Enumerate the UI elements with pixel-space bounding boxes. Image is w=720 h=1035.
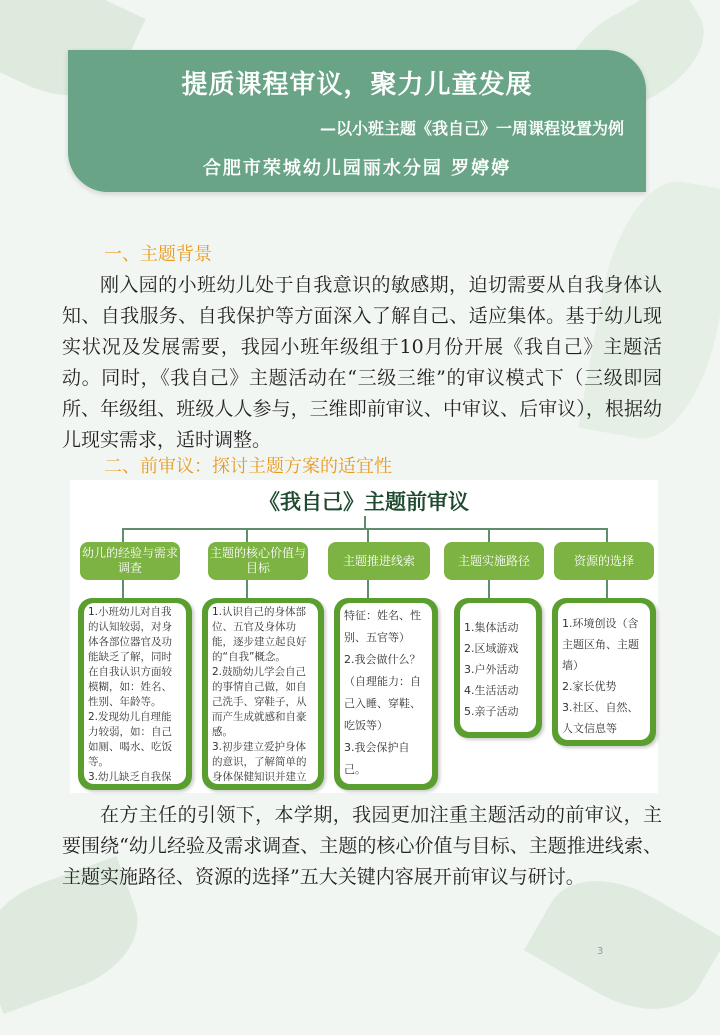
section-heading-pre-review: 二、前审议：探讨主题方案的适宜性 (104, 456, 392, 477)
diagram-title: 《我自己》主题前审议 (259, 490, 469, 514)
closing-paragraph (62, 800, 662, 893)
card-text: 1.集体活动 2.区域游戏 3.户外活动 4.生活活动 5.亲子活动 (464, 621, 519, 718)
card-core-values (202, 598, 324, 790)
card-text: 1.认识自己的身体部位、五官及身体功能，逐步建立起良好的“自我”概念。 2.鼓励幼儿学会自己的事情自己做，如自己洗手、穿鞋子，从而产生成就感和自豪感。 3.初步建立爱护身体的意识，了解简单的身体保健知识并建立 (212, 606, 307, 783)
node-progression-clues: 主题推进线索 (328, 542, 430, 580)
page-title: 提质课程审议，聚力儿童发展 (181, 70, 533, 100)
connector-line (246, 528, 248, 542)
connector-line (606, 580, 608, 598)
connector-line (606, 528, 608, 542)
node-resource-selection: 资源的选择 (554, 542, 654, 580)
connector-line (122, 528, 124, 542)
connector-line (364, 516, 366, 528)
author-line: 合肥市荣城幼儿园丽水分园 罗婷婷 (202, 158, 512, 179)
closing-text: 在方主任的引领下，本学期，我园更加注重主题活动的前审议，主要围绕“幼儿经验及需求调查、主题的核心价值与目标、主题推进线索、主题实施路径、资源的选择”五大关键内容展开前审议与研讨。 (62, 804, 662, 888)
card-experience-survey (78, 598, 192, 790)
connector-line (122, 528, 607, 530)
header-banner (68, 50, 646, 192)
node-implementation-path: 主题实施路径 (444, 542, 544, 580)
connector-line (122, 580, 124, 598)
connector-line (488, 580, 490, 598)
card-implementation-path (454, 598, 542, 738)
pre-review-diagram (70, 480, 658, 793)
connector-line (367, 580, 369, 598)
section-heading-background: 一、主题背景 (104, 244, 212, 265)
page-subtitle: —以小班主题《我自己》一周课程设置为例 (319, 119, 624, 138)
page-number: 3 (597, 946, 604, 957)
card-progression-clues (334, 598, 438, 790)
intro-text: 刚入园的小班幼儿处于自我意识的敏感期，迫切需要从自我身体认知、自我服务、自我保护等方面深入了解自己、适应集体。基于幼儿现实状况及发展需要，我园小班年级组于10月份开展《我自己》主题活动。同时，《我自己》主题活动在“三级三维”的审议模式下（三级即园所、年级组、班级人人参与，三维即前审议、中审议、后审议），根据幼儿现实需求，适时调整。 (62, 274, 662, 451)
card-text: 1.小班幼儿对自我的认知较弱，对身体各部位器官及功能缺乏了解，同时在自我认识方面较模糊，如：姓名、性别、年龄等。 2.发现幼儿自理能力较弱，如：自己如厕、喝水、吃饭等。 3.幼儿缺乏自我保 (88, 606, 172, 783)
node-experience-survey: 幼儿的经验与需求调查 (80, 542, 180, 580)
card-text: 特征：姓名、性别、五官等） 2.我会做什么？ （自理能力：自己入睡、穿鞋、吃饭等） 3.我会保护自己。 (344, 609, 421, 776)
node-core-values: 主题的核心价值与目标 (208, 542, 308, 580)
connector-line (488, 528, 490, 542)
connector-line (367, 528, 369, 542)
intro-paragraph (62, 270, 662, 456)
card-text: 1.环境创设（含主题区角、主题墙） 2.家长优势 3.社区、自然、人文信息等 (562, 617, 639, 735)
card-resource-selection (552, 598, 656, 746)
connector-line (246, 580, 248, 598)
